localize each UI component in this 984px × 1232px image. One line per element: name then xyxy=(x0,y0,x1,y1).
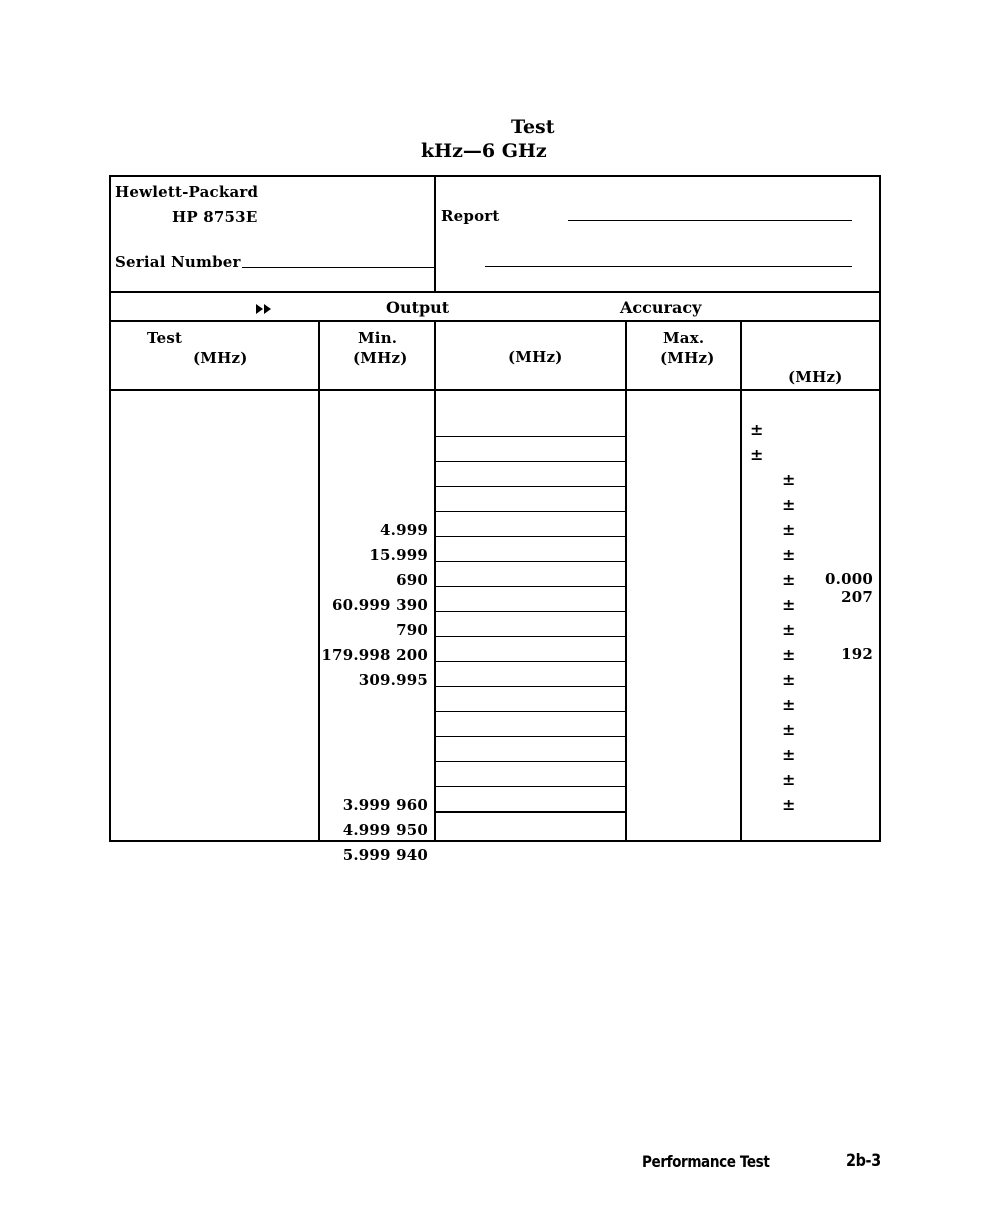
result-entry-field[interactable] xyxy=(436,686,625,687)
min-value: 4.999 xyxy=(380,521,428,539)
manufacturer: Hewlett-Packard xyxy=(115,183,259,201)
min-value: 60.999 390 xyxy=(332,596,428,614)
result-entry-field[interactable] xyxy=(436,661,625,662)
result-entry-field[interactable] xyxy=(436,761,625,762)
plus-minus-sign: ± xyxy=(782,770,796,789)
result-entry-field[interactable] xyxy=(436,736,625,737)
min-value: 4.999 950 xyxy=(342,821,428,839)
plus-minus-sign: ± xyxy=(782,720,796,739)
plus-minus-sign: ± xyxy=(782,670,796,689)
result-entry-field[interactable] xyxy=(436,486,625,487)
model-number: HP 8753E xyxy=(172,208,258,226)
plus-minus-sign: ± xyxy=(782,745,796,764)
report-label: Report xyxy=(441,207,500,225)
min-value: 690 xyxy=(396,571,428,589)
page-title-line1: Test xyxy=(511,116,555,138)
plus-minus-sign: ± xyxy=(782,795,796,814)
result-entry-field[interactable] xyxy=(436,586,625,587)
result-entry-field[interactable] xyxy=(436,611,625,612)
min-value: 5.999 940 xyxy=(342,846,428,864)
min-value: 15.999 xyxy=(369,546,428,564)
col-min-label: Min. xyxy=(358,329,398,347)
result-entry-field[interactable] xyxy=(436,536,625,537)
col-min-unit: (MHz) xyxy=(353,349,408,367)
date-field[interactable] xyxy=(485,266,852,267)
double-right-triangle-icon xyxy=(255,300,273,319)
plus-minus-sign: ± xyxy=(782,470,796,489)
plus-minus-sign: ± xyxy=(782,495,796,514)
result-entry-field[interactable] xyxy=(436,461,625,462)
col-result-unit: (MHz) xyxy=(508,348,563,366)
plus-minus-sign: ± xyxy=(782,545,796,564)
result-entry-field[interactable] xyxy=(436,511,625,512)
result-entry-field[interactable] xyxy=(436,436,625,437)
min-value: 309.995 xyxy=(358,671,428,689)
output-label: Output xyxy=(386,298,450,317)
min-value: 790 xyxy=(396,621,428,639)
plus-minus-sign: ± xyxy=(782,620,796,639)
result-entry-field[interactable] xyxy=(436,636,625,637)
col-max-label: Max. xyxy=(663,329,705,347)
plus-minus-sign: ± xyxy=(782,520,796,539)
plus-minus-sign: ± xyxy=(782,595,796,614)
page-number: 2b-3 xyxy=(846,1151,881,1171)
uncertainty-value: 0.000 207 xyxy=(825,570,873,606)
plus-minus-sign: ± xyxy=(782,645,796,664)
col-test-unit: (MHz) xyxy=(193,349,248,367)
plus-minus-sign: ± xyxy=(750,445,764,464)
result-entry-field[interactable] xyxy=(436,786,625,787)
result-entry-field[interactable] xyxy=(436,561,625,562)
col-max-unit: (MHz) xyxy=(660,349,715,367)
plus-minus-sign: ± xyxy=(782,695,796,714)
min-value: 179.998 200 xyxy=(321,646,428,664)
accuracy-label: Accuracy xyxy=(620,298,702,317)
page-title-line2: kHz—6 GHz xyxy=(421,140,547,162)
result-entry-field[interactable] xyxy=(436,812,625,813)
col-test-label: Test xyxy=(147,329,183,347)
uncertainty-value: 192 xyxy=(841,645,873,663)
serial-number-label: Serial Number xyxy=(115,253,241,271)
result-entry-field[interactable] xyxy=(436,711,625,712)
plus-minus-sign: ± xyxy=(750,420,764,439)
serial-number-field[interactable] xyxy=(242,267,434,268)
report-number-field[interactable] xyxy=(568,220,852,221)
col-uncertainty-unit: (MHz) xyxy=(788,368,843,386)
min-value: 3.999 960 xyxy=(342,796,428,814)
plus-minus-sign: ± xyxy=(782,570,796,589)
footer-section-title: Performance Test xyxy=(642,1152,770,1171)
